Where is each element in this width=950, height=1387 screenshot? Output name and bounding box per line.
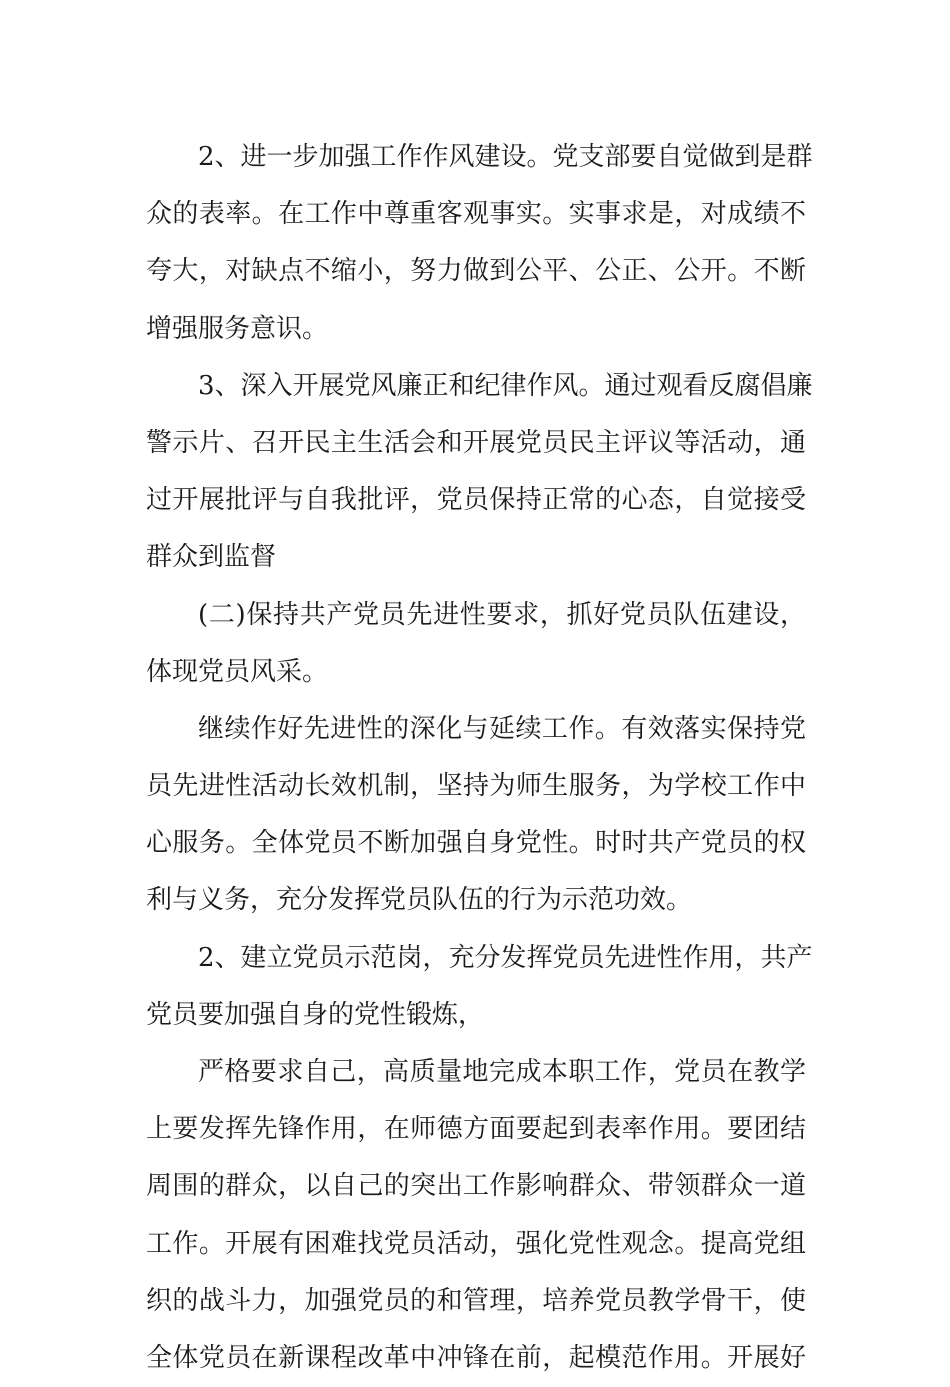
text-line: 众的表率。在工作中尊重客观事实。实事求是，对成绩不 <box>146 199 806 230</box>
text-line: 员先进性活动长效机制，坚持为师生服务，为学校工作中 <box>146 771 806 802</box>
text-line: 周围的群众，以自己的突出工作影响群众、带领群众一道 <box>146 1171 806 1202</box>
text-line: 心服务。全体党员不断加强自身党性。时时共产党员的权 <box>146 828 806 859</box>
text-line: 3、深入开展党风廉正和纪律作风。通过观看反腐倡廉 <box>198 370 813 401</box>
text-line: 2、进一步加强工作作风建设。党支部要自觉做到是群 <box>198 142 813 172</box>
text-line: 体现党员风采。 <box>146 656 329 687</box>
text-line: 织的战斗力，加强党员的和管理，培养党员教学骨干，使 <box>146 1285 806 1316</box>
text-line: 群众到监督 <box>146 542 277 573</box>
body-text <box>146 129 813 1387</box>
text-line: (二)保持共产党员先进性要求，抓好党员队伍建设， <box>198 599 806 630</box>
text-line: 过开展批评与自我批评，党员保持正常的心态，自觉接受 <box>146 485 806 516</box>
text-line: 2、建立党员示范岗，充分发挥党员先进性作用，共产 <box>198 942 813 973</box>
text-line: 继续作好先进性的深化与延续工作。有效落实保持党 <box>198 713 806 744</box>
text-line: 夸大，对缺点不缩小，努力做到公平、公正、公开。不断 <box>146 256 806 287</box>
text-line: 严格要求自己，高质量地完成本职工作，党员在教学 <box>198 1057 806 1087</box>
text-line: 利与义务，充分发挥党员队伍的行为示范功效。 <box>146 885 693 916</box>
text-line: 全体党员在新课程改革中冲锋在前，起模范作用。开展好 <box>146 1342 806 1373</box>
text-line: 增强服务意识。 <box>146 313 329 344</box>
text-line: 党员要加强自身的党性锻炼， <box>146 999 485 1030</box>
text-line: 上要发挥先锋作用，在师德方面要起到表率作用。要团结 <box>146 1114 806 1145</box>
text-line: 工作。开展有困难找党员活动，强化党性观念。提高党组 <box>146 1228 806 1259</box>
text-line: 警示片、召开民主生活会和开展党员民主评议等活动，通 <box>146 427 806 458</box>
